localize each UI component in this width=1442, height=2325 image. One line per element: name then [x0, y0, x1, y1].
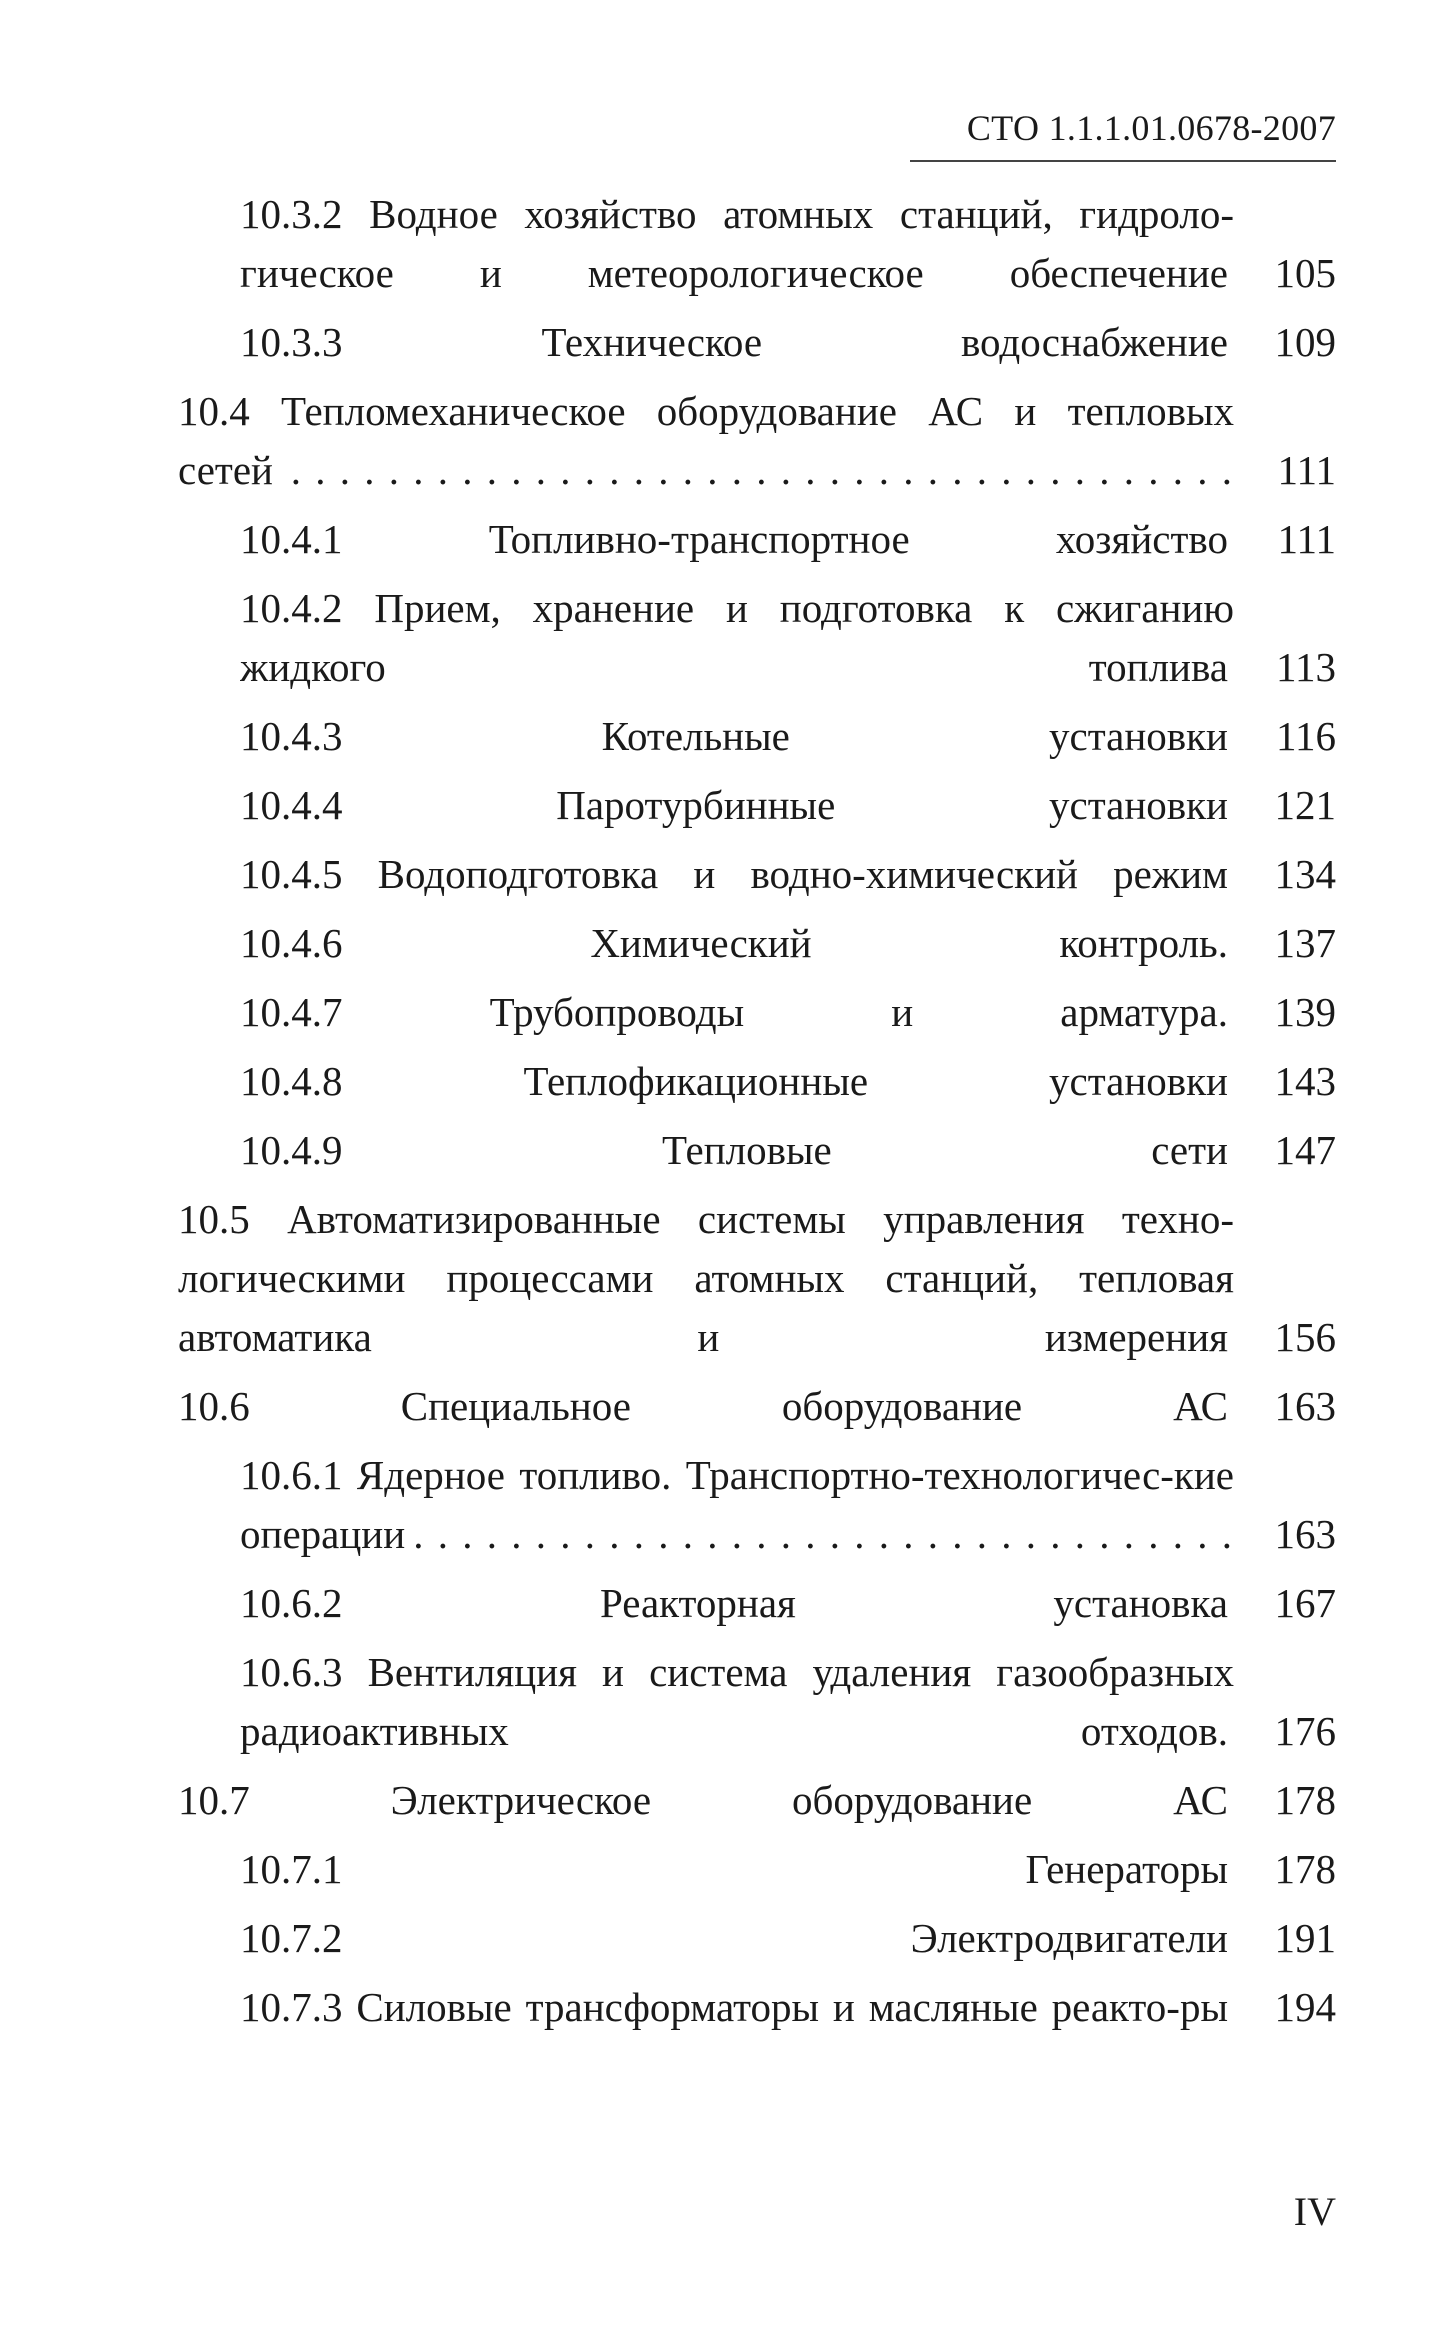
toc-entry-page: 194	[1274, 1984, 1336, 2030]
toc-entry-title	[240, 1446, 1246, 1564]
toc-entry-page: 105	[1274, 250, 1336, 296]
page-number: IV	[1293, 2189, 1336, 2234]
toc-entry[interactable]	[178, 1978, 1336, 2037]
toc-entry-title-text: 10.5 Автоматизированные системы управления техно-логическими процессами атомных станций, тепловая автоматика и измерения	[178, 1196, 1234, 1360]
toc-entry-title	[240, 776, 1246, 835]
toc-entry-page: 143	[1274, 1058, 1336, 1104]
document-code: СТО 1.1.1.01.0678-2007	[966, 108, 1336, 148]
toc-entry[interactable]	[178, 983, 1336, 1042]
toc-entry-title-text: 10.4.4 Паротурбинные установки	[240, 782, 1234, 828]
toc-entry-title	[240, 1909, 1246, 1968]
toc-entry-page: 121	[1274, 782, 1336, 828]
toc-entry-page: 176	[1274, 1708, 1336, 1754]
toc-entry-title-text: 10.7 Электрическое оборудование АС	[178, 1777, 1234, 1823]
toc-entry[interactable]	[178, 1771, 1336, 1830]
toc-entry-page: 178	[1274, 1846, 1336, 1892]
toc-entry-page: 163	[1274, 1511, 1336, 1557]
toc-entry-title-text: 10.4.1 Топливно-транспортное хозяйство	[240, 516, 1234, 562]
toc-entry-title	[240, 1052, 1246, 1111]
toc-entry-title-text: 10.6.2 Реакторная установка	[240, 1580, 1234, 1626]
toc-entry-page: 167	[1274, 1580, 1336, 1626]
toc-entry[interactable]	[178, 914, 1336, 973]
toc-entry-page: 113	[1276, 644, 1336, 690]
toc-entry-title	[240, 510, 1246, 569]
toc-entry-page: 109	[1274, 319, 1336, 365]
toc-entry[interactable]	[178, 845, 1336, 904]
toc-entry-page: 191	[1274, 1915, 1336, 1961]
toc-entry-title-text: 10.4 Тепломеханическое оборудование АС и тепловых сетей	[178, 388, 1234, 493]
toc-entry-title	[240, 1574, 1246, 1633]
toc-entry-title	[240, 313, 1246, 372]
toc-entry-page: 134	[1274, 851, 1336, 897]
toc-entry[interactable]	[178, 185, 1336, 303]
toc-entry-title-text: 10.7.3 Силовые трансформаторы и масляные реакто-ры	[240, 1984, 1234, 2030]
toc-entry-title-text: 10.3.3 Техническое водоснабжение	[240, 319, 1234, 365]
toc-entry-title	[178, 382, 1246, 500]
toc-entry-title	[240, 983, 1246, 1042]
table-of-contents	[178, 185, 1336, 2047]
toc-entry[interactable]	[178, 1052, 1336, 1111]
toc-entry-title-text: 10.4.6 Химический контроль.	[240, 920, 1234, 966]
toc-entry-page: 116	[1276, 713, 1336, 759]
toc-entry-title	[178, 1377, 1246, 1436]
toc-entry[interactable]	[178, 707, 1336, 766]
toc-entry-page: 163	[1274, 1383, 1336, 1429]
header-rule	[910, 160, 1336, 162]
toc-entry[interactable]	[178, 313, 1336, 372]
toc-entry-page: 156	[1274, 1314, 1336, 1360]
toc-entry[interactable]	[178, 1121, 1336, 1180]
toc-entry-title-text: 10.6.1 Ядерное топливо. Транспортно-технологичес-кие операции	[240, 1452, 1234, 1557]
toc-entry-title	[240, 579, 1246, 697]
toc-entry[interactable]	[178, 1909, 1336, 1968]
toc-entry[interactable]	[178, 1446, 1336, 1564]
toc-entry-page: 111	[1277, 447, 1336, 493]
toc-entry-title	[240, 707, 1246, 766]
toc-entry-title-text: 10.4.2 Прием, хранение и подготовка к сжиганию жидкого топлива	[240, 585, 1234, 690]
toc-entry[interactable]	[178, 1574, 1336, 1633]
toc-entry-title	[240, 1643, 1246, 1761]
toc-entry-title	[240, 914, 1246, 973]
toc-entry-title-text: 10.6.3 Вентиляция и система удаления газообразных радиоактивных отходов.	[240, 1649, 1234, 1754]
toc-entry-page: 137	[1274, 920, 1336, 966]
toc-entry-title	[240, 1840, 1246, 1899]
toc-entry-page: 147	[1274, 1127, 1336, 1173]
toc-entry-title-text: 10.3.2 Водное хозяйство атомных станций, гидроло-гическое и метеорологическое обеспечение	[240, 191, 1234, 296]
toc-entry[interactable]	[178, 1190, 1336, 1367]
toc-entry[interactable]	[178, 510, 1336, 569]
toc-entry[interactable]	[178, 776, 1336, 835]
toc-entry-title	[240, 1978, 1246, 2037]
toc-entry[interactable]	[178, 382, 1336, 500]
toc-entry-title	[240, 185, 1246, 303]
toc-entry-title	[240, 845, 1246, 904]
toc-entry-title-text: 10.4.7 Трубопроводы и арматура.	[240, 989, 1234, 1035]
toc-entry[interactable]	[178, 1377, 1336, 1436]
toc-entry-title-text: 10.4.3 Котельные установки	[240, 713, 1234, 759]
toc-entry-title-text: 10.4.5 Водоподготовка и водно-химический режим	[240, 851, 1234, 897]
toc-entry-title-text: 10.6 Специальное оборудование АС	[178, 1383, 1234, 1429]
toc-entry-title-text: 10.4.8 Теплофикационные установки	[240, 1058, 1234, 1104]
toc-entry-title	[178, 1771, 1246, 1830]
toc-entry-title	[178, 1190, 1246, 1367]
toc-entry-title-text: 10.7.2 Электродвигатели	[240, 1915, 1234, 1961]
toc-entry[interactable]	[178, 579, 1336, 697]
toc-entry-title-text: 10.4.9 Тепловые сети	[240, 1127, 1234, 1173]
toc-entry-page: 139	[1274, 989, 1336, 1035]
toc-entry[interactable]	[178, 1643, 1336, 1761]
toc-entry[interactable]	[178, 1840, 1336, 1899]
toc-entry-page: 111	[1277, 516, 1336, 562]
toc-entry-title	[240, 1121, 1246, 1180]
toc-entry-title-text: 10.7.1 Генераторы	[240, 1846, 1234, 1892]
toc-entry-page: 178	[1274, 1777, 1336, 1823]
